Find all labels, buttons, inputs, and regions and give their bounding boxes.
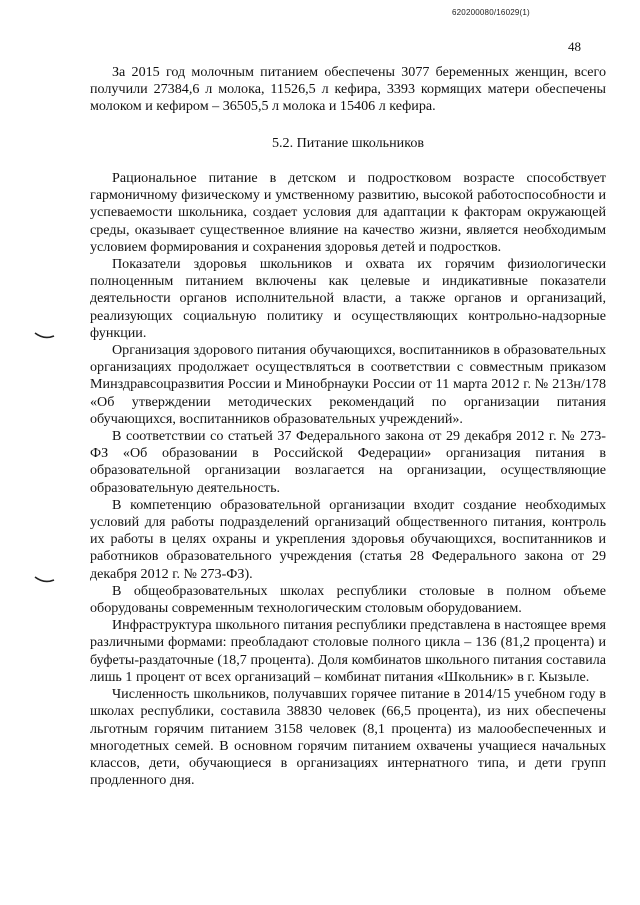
body-text [90, 170, 606, 789]
page-number: 48 [568, 39, 581, 54]
section-heading: 5.2. Питание школьников [271, 135, 425, 151]
paragraph-3: Организация здорового питания обучающихся, воспитанников в образовательных организациях продолжает осуществляться в соответствии с совместным приказом Минздравсоцразвития России и Минобрнауки России от 11 марта 2012 г. № 213н/178 «Об утверждении методических рекомендаций по организации питания обучающихся, воспитанников образовательных учреждений». [90, 342, 606, 427]
margin-tick-mark [34, 575, 56, 585]
paragraph-5: В компетенцию образовательной организации входит создание необходимых условий для работы подразделений организаций общественного питания, контроль их работы в целях охраны и укрепления здоровья обучающихся, воспитанников и работников образовательного учреждения (статья 28 Федерального закона от 29 декабря 2012 г. № 273-ФЗ). [90, 496, 606, 582]
paragraph-8: Численность школьников, получавших горячее питание в 2014/15 учебном году в школах республики, составила 38830 человек (66,5 процента), из них обеспечены льготным горячим питанием 3158 человек (8,1 процента) из малообеспеченных и многодетных семей. В основном горячим питанием охвачены учащиеся начальных классов, дети, обучающиеся в организациях интернатного типа, и дети групп продленного дня. [90, 686, 606, 789]
paragraph-4: В соответствии со статьей 37 Федерального закона от 29 декабря 2012 г. № 273-ФЗ «Об образовании в Российской Федерации» организация питания в образовательной организации возлагается на организации, осуществляющие образовательную деятельность. [90, 428, 606, 496]
paragraph-6: В общеобразовательных школах республики столовые в полном объеме оборудованы современным технологическим столовым оборудованием. [90, 582, 606, 617]
document-id: 620200080/16029(1) [452, 8, 530, 17]
margin-tick-mark [34, 331, 56, 341]
paragraph-1: Рациональное питание в детском и подростковом возрасте способствует гармоничному физическому и умственному развитию, высокой работоспособности и успеваемости школьника, создает условия для адаптации к факторам окружающей среды, оказывает существенное влияние на качество жизни, является необходимым условием формирования и сохранения здоровья детей и подростков. [90, 170, 606, 255]
paragraph-2: Показатели здоровья школьников и охвата их горячим физиологически полноценным питанием включены как целевые и индикативные показатели деятельности органов исполнительной власти, а также органов и организаций, реализующих социальную политику и осуществляющих контрольно-надзорные функции. [90, 256, 606, 341]
paragraph-7: Инфраструктура школьного питания республики представлена в настоящее время различными формами: преобладают столовые полного цикла – 136 (81,2 процента) и буфеты-раздаточные (18,7 процента). Доля комбинатов школьного питания составила лишь 1 процент от всех организаций – комбинат питания «Школьник» в г. Кызыле. [90, 617, 606, 685]
intro-paragraph: За 2015 год молочным питанием обеспечены 3077 беременных женщин, всего получили 27384,6 л молока, 11526,5 л кефира, 3393 кормящих матери обеспечены молоком и кефиром – 36505,5 л молока и 15406 л кефира. [90, 64, 606, 115]
intro-section [90, 64, 606, 116]
